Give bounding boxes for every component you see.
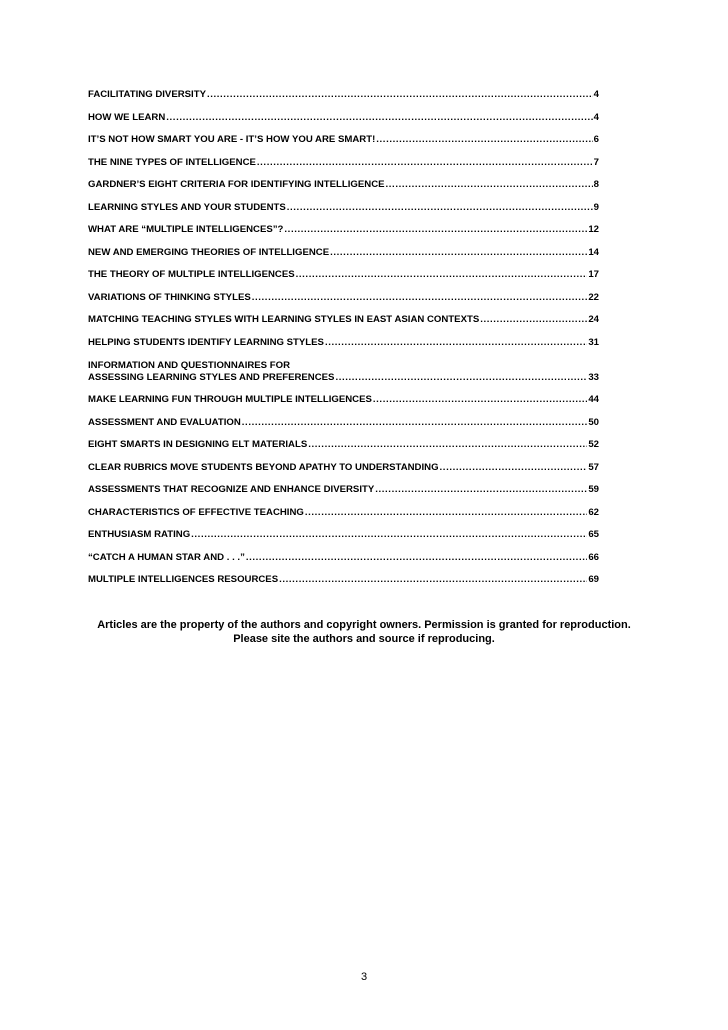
- toc-entry-title: THE NINE TYPES OF INTELLIGENCE: [88, 156, 256, 168]
- toc-entry[interactable]: [88, 507, 599, 519]
- toc-entry-title: ASSESSING LEARNING STYLES AND PREFERENCES: [88, 371, 335, 383]
- toc-entry-title: THE THEORY OF MULTIPLE INTELLIGENCES: [88, 269, 295, 281]
- toc-entry-page: 8: [593, 179, 599, 191]
- toc-leader-dots: [375, 484, 587, 496]
- toc-entry-title: GARDNER’S EIGHT CRITERIA FOR IDENTIFYING INTELLIGENCE: [88, 179, 385, 191]
- toc-entry[interactable]: [88, 247, 599, 259]
- toc-entry-page: 17: [588, 269, 599, 281]
- toc-entry[interactable]: [88, 484, 599, 496]
- toc-entry[interactable]: [88, 552, 599, 564]
- toc-entry-page: 52: [588, 439, 599, 451]
- copyright-notice: [60, 618, 668, 646]
- toc-entry-title: “CATCH A HUMAN STAR AND . . .”: [88, 551, 245, 563]
- toc-entry-page: 14: [588, 246, 599, 258]
- toc-leader-dots: [252, 292, 588, 304]
- toc-leader-dots: [257, 157, 593, 169]
- toc-entry-page: 66: [588, 551, 599, 563]
- toc-entry[interactable]: [88, 529, 599, 541]
- toc-entry-title: CHARACTERISTICS OF EFFECTIVE TEACHING: [88, 506, 304, 518]
- toc-entry-title: VARIATIONS OF THINKING STYLES: [88, 291, 251, 303]
- toc-entry-title: HELPING STUDENTS IDENTIFY LEARNING STYLES: [88, 337, 324, 349]
- toc-entry-title: MATCHING TEACHING STYLES WITH LEARNING STYLES IN EAST ASIAN CONTEXTS: [88, 314, 480, 326]
- toc-entry[interactable]: [88, 462, 599, 474]
- toc-entry-page: 4: [593, 111, 599, 123]
- toc-entry[interactable]: [88, 439, 599, 451]
- toc-entry-title: MAKE LEARNING FUN THROUGH MULTIPLE INTELLIGENCES: [88, 394, 372, 406]
- toc-leader-dots: [246, 552, 587, 564]
- toc-entry[interactable]: [88, 360, 599, 384]
- toc-entry[interactable]: [88, 269, 599, 281]
- toc-entry[interactable]: [88, 89, 599, 101]
- toc-entry[interactable]: [88, 179, 599, 191]
- toc-entry-title: MULTIPLE INTELLIGENCES RESOURCES: [88, 574, 279, 586]
- toc-leader-dots: [335, 372, 587, 384]
- toc-leader-dots: [207, 89, 593, 101]
- toc-leader-dots: [480, 314, 587, 326]
- toc-leader-dots: [330, 247, 587, 259]
- toc-entry[interactable]: [88, 417, 599, 429]
- copyright-notice-line1: Articles are the property of the authors and copyright owners. Permission is granted for reproduction.: [97, 619, 631, 631]
- toc-entry-page: 31: [588, 337, 599, 349]
- toc-entry-row: [88, 372, 599, 384]
- toc-leader-dots: [287, 202, 593, 214]
- toc-entry[interactable]: [88, 134, 599, 146]
- toc-entry[interactable]: [88, 314, 599, 326]
- toc-leader-dots: [440, 462, 588, 474]
- toc-entry-title: NEW AND EMERGING THEORIES OF INTELLIGENCE: [88, 246, 330, 258]
- toc-entry-page: 69: [588, 574, 599, 586]
- toc-leader-dots: [166, 112, 592, 124]
- toc-entry[interactable]: [88, 337, 599, 349]
- toc-entry[interactable]: [88, 394, 599, 406]
- toc-entry-page: 6: [593, 134, 599, 146]
- toc-entry-title: CLEAR RUBRICS MOVE STUDENTS BEYOND APATHY TO UNDERSTANDING: [88, 461, 439, 473]
- toc-entry[interactable]: [88, 202, 599, 214]
- toc-leader-dots: [386, 179, 593, 191]
- toc-leader-dots: [308, 439, 587, 451]
- toc-leader-dots: [296, 269, 588, 281]
- toc-entry-page: 65: [588, 529, 599, 541]
- toc-entry-page: 7: [593, 156, 599, 168]
- toc-leader-dots: [284, 224, 587, 236]
- toc-entry-title: ASSESSMENT AND EVALUATION: [88, 416, 241, 428]
- toc-entry-page: 9: [593, 201, 599, 213]
- toc-entry-page: 4: [593, 89, 599, 100]
- toc-entry[interactable]: [88, 224, 599, 236]
- toc-leader-dots: [279, 574, 587, 586]
- page-number: 3: [360, 971, 368, 983]
- toc-entry-title-line1: INFORMATION AND QUESTIONNAIRES FOR: [88, 359, 290, 371]
- toc-entry-title: FACILITATING DIVERSITY: [88, 89, 206, 100]
- toc-entry-title: HOW WE LEARN: [88, 111, 166, 123]
- toc-leader-dots: [242, 417, 588, 429]
- toc-entry-title: WHAT ARE “MULTIPLE INTELLIGENCES”?: [88, 224, 284, 236]
- toc-entry-page: 62: [588, 506, 599, 518]
- toc-entry[interactable]: [88, 157, 599, 169]
- toc-entry-page: 59: [588, 484, 599, 496]
- toc-entry-page: 22: [588, 291, 599, 303]
- toc-entry-title: IT’S NOT HOW SMART YOU ARE - IT’S HOW YOU ARE SMART!: [88, 134, 376, 146]
- toc-entry-title: ENTHUSIASM RATING: [88, 529, 191, 541]
- toc-entry-title: ASSESSMENTS THAT RECOGNIZE AND ENHANCE DIVERSITY: [88, 484, 375, 496]
- toc-entry-page: 57: [588, 461, 599, 473]
- toc-entry-page: 33: [588, 371, 599, 383]
- toc-entry-title: LEARNING STYLES AND YOUR STUDENTS: [88, 201, 286, 213]
- table-of-contents: [88, 89, 599, 597]
- toc-entry-page: 50: [588, 416, 599, 428]
- toc-leader-dots: [325, 337, 587, 349]
- toc-entry[interactable]: [88, 112, 599, 124]
- toc-leader-dots: [191, 529, 587, 541]
- toc-leader-dots: [305, 507, 587, 519]
- toc-entry-page: 44: [588, 394, 599, 406]
- copyright-notice-line2: Please site the authors and source if reproducing.: [233, 633, 495, 645]
- toc-entry-page: 12: [588, 224, 599, 236]
- toc-entry-page: 24: [588, 314, 599, 326]
- toc-leader-dots: [376, 134, 592, 146]
- toc-leader-dots: [373, 394, 587, 406]
- toc-entry[interactable]: [88, 574, 599, 586]
- toc-entry-title: EIGHT SMARTS IN DESIGNING ELT MATERIALS: [88, 439, 308, 451]
- toc-entry[interactable]: [88, 292, 599, 304]
